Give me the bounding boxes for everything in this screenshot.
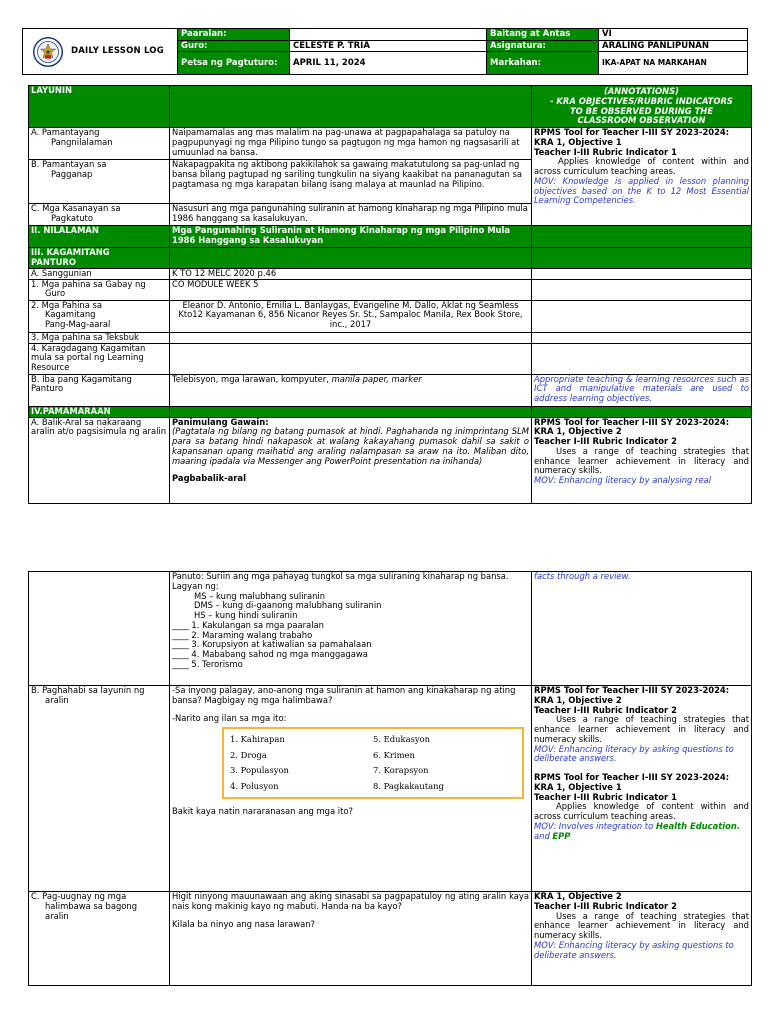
problems-word-box	[222, 727, 524, 799]
panuto-label-blank	[29, 572, 170, 686]
gabay-guro-ann	[532, 279, 752, 300]
rpms-annotation-1: RPMS Tool for Teacher I-III SY 2023-2024: KRA 1, Objective 1 Teacher I-III Rubric Indicator 1 Applies knowledge of content within and across curriculum teaching areas. MOV: Knowledge is applied in lesson planning objectives based on the K to 12 Most Essential Learning Competencies.	[532, 128, 752, 226]
problem-item: 2. Droga	[230, 749, 267, 760]
school-value	[290, 29, 487, 41]
pamantayang-pangnilalaman-label: A. Pamantayang Pangnilalaman	[29, 128, 170, 160]
nilalaman-ann-blank	[532, 226, 752, 248]
pamantayang-pangnilalaman-text: Naipamamalas ang mas malalim na pag-unawa at pagpapahalaga sa patuloy na pagpupunyagi ng mga Pilipino tungo sa pagtugon ng mga hamon ng nagsasarili at umuunlad na bansa.	[170, 128, 532, 160]
pag-uugnay-annotation: KRA 1, Objective 2 Teacher I-III Rubric Indicator 2 Uses a range of teaching strategies that enhance learner achievement in literacy and numeracy skills. MOV: Enhancing literacy by asking questions to deliberate answers.	[532, 892, 752, 986]
problem-item: 6. Krimen	[373, 749, 415, 760]
karagdagang-kagamitan-label: 4. Karagdagang Kagamitan mula sa portal ng Learning Resource	[29, 343, 170, 374]
layunin-heading: LAYUNIN	[29, 86, 170, 128]
grade-label: Baitang at Antas	[487, 29, 599, 41]
document-title: DAILY LESSON LOG	[71, 46, 164, 57]
lesson-table-page-2	[28, 571, 752, 986]
quarter-label: Markahan:	[487, 52, 599, 75]
iba-pang-kagamitan-text: Telebisyon, mga larawan, kompyuter, manila paper, marker	[170, 374, 532, 406]
subject-label: Asignatura:	[487, 40, 599, 52]
teksbuk-text	[170, 332, 532, 343]
panuto-content: Panuto: Suriin ang mga pahayag tungkol sa mga suliraning kinaharap ng bansa. Lagyan ng: MS – kung malubhang suliranin DMS – kung di-gaanong malubhang suliranin HS – kung hindi suliranin ____ 1. Kakulangan sa mga paaralan ____ 2. Maraming walang trabaho ____ 3. Korupsiyon at katiwalian sa pamahalaan ____ 4. Mababang sahod ng mga manggagawa ____ 5. Terorismo	[170, 572, 532, 686]
teksbuk-label: 3. Mga pahina sa Teksbuk	[29, 332, 170, 343]
teacher-label: Guro:	[178, 40, 290, 52]
logo-cell	[23, 29, 178, 75]
pag-uugnay-content: Higit ninyong mauunawaan ang aking sinasabi sa pagpapatuloy ng ating aralin kaya nais kong makinig kayo ng mabuti. Handa na ba kayo? Kilala ba ninyo ang nasa larawan?	[170, 892, 532, 986]
problem-item: 7. Korapsyon	[373, 765, 429, 776]
kagamitang-blank	[170, 248, 532, 269]
panuto-item: ____ 1. Kakulangan sa mga paaralan	[172, 619, 324, 630]
header-table	[22, 28, 748, 75]
gabay-guro-text: CO MODULE WEEK 5	[170, 279, 532, 300]
review-annotation-continued: facts through a review.	[532, 572, 752, 686]
teacher-value: CELESTE P. TRIA	[290, 40, 487, 52]
kasanayan-sa-pagkatuto-label: C. Mga Kasanayan sa Pagkatuto	[29, 204, 170, 226]
paghahabi-label: B. Paghahabi sa layunin ng aralin	[29, 686, 170, 892]
sanggunian-label: A. Sanggunian	[29, 268, 170, 279]
kasanayan-sa-pagkatuto-text: Nasusuri ang mga pangunahing suliranin at hamong kinaharap ng mga Pilipino mula 1986 hanggang sa kasalukuyan.	[170, 204, 532, 226]
sanggunian-ann	[532, 268, 752, 279]
balik-aral-label: A. Balik-Aral sa nakaraang aralin at/o pagsisimula ng aralin	[29, 417, 170, 503]
panuto-item: ____ 3. Korupsiyon at katiwalian sa pamahalaan	[172, 639, 372, 650]
date-label: Petsa ng Pagtuturo:	[178, 52, 290, 75]
teksbuk-ann	[532, 332, 752, 343]
lesson-table-page-1	[28, 85, 752, 504]
quarter-value: IKA-APAT NA MARKAHAN	[599, 52, 748, 75]
problem-item: 5. Edukasyon	[373, 734, 431, 745]
nilalaman-heading: II. NILALAMAN	[29, 226, 170, 248]
balik-aral-annotation: RPMS Tool for Teacher I-III SY 2023-2024: KRA 1, Objective 2 Teacher I-III Rubric Indicator 2 Uses a range of teaching strategies that enhance learner achievement in literacy and numeracy skills. MOV: Enhancing literacy by analysing real	[532, 417, 752, 503]
pamantayan-sa-pagganap-label: B. Pamantayan sa Pagganap	[29, 160, 170, 204]
panuto-item: ____ 5. Terorismo	[172, 658, 243, 669]
balik-aral-content: Panimulang Gawain: (Pagtatala ng bilang ng batang pumasok at hindi. Paghahanda ng inimprintang SLM para sa batang hindi nakapasok at walang kakayahang pumasok dahil sa sakit o kapansanan upang maihatid ang araling nalampasan sa araw na ito. Maliban dito, maaring ipadala via Messenger ang PowerPoint presentation na inihanda) Pagbabalik-aral	[170, 417, 532, 503]
paghahabi-annotation: RPMS Tool for Teacher I-III SY 2023-2024: KRA 1, Objective 2 Teacher I-III Rubric Indicator 2 Uses a range of teaching strategies that enhance learner achievement in literacy and numeracy skills. MOV: Enhancing literacy by asking questions to deliberate answers. RPMS Tool for Teacher I-III SY 2023-2024: KRA 1, Objective 1 Teacher I-III Rubric Indicator 1 Applies knowledge of content within and across curriculum teaching areas. MOV: Involves integration to Health Education. and EPP	[532, 686, 752, 892]
paghahabi-content: -Sa inyong palagay, ano-anong mga suliranin at hamon ang kinakaharap ng ating bansa? Magbigay ng mga halimbawa? -Narito ang ilan sa mga ito: 1. Kahirapan 5. Edukasyon 2. Droga 6. Krimen 3. Populasyon 7. Korapsyon 4. Polusyon 8. Pagkakautang Bakit kaya natin nararanasan ang mga ito?	[170, 686, 532, 892]
panuto-item: ____ 2. Maraming walang trabaho	[172, 629, 313, 640]
date-value: APRIL 11, 2024	[290, 52, 487, 75]
sanggunian-text: K TO 12 MELC 2020 p.46	[170, 268, 532, 279]
panuto-item: ____ 4. Mababang sahod ng mga manggagawa	[172, 649, 368, 659]
pamantayan-sa-pagganap-text: Nakapagpakita ng aktibong pakikilahok sa gawaing makatutulong sa pag-unlad ng bansa bilang pagtupad ng sariling tungkulin na siyang kaakibat na pananagutan sa pagtamasa ng mga karapatan bilang isang malaya at maunlad na Pilipino.	[170, 160, 532, 204]
kagamitang-panturo-heading: III. KAGAMITANG PANTURO	[29, 248, 170, 269]
kagamitang-ann-blank	[532, 248, 752, 269]
iba-pang-kagamitan-label: B. Iba pang Kagamitang Panturo	[29, 374, 170, 406]
iba-pang-kagamitan-ann: Appropriate teaching & learning resources such as ICT and manipulative materials are used to address learning objectives.	[532, 374, 752, 406]
problem-item: 1. Kahirapan	[230, 734, 285, 745]
pamamaraan-heading: IV.PAMAMARAAN	[29, 406, 170, 417]
layunin-blank	[170, 86, 532, 128]
gabay-guro-label: 1. Mga pahina sa Gabay ng Guro	[29, 279, 170, 300]
problem-item: 4. Polusyon	[230, 780, 279, 791]
nilalaman-text: Mga Pangunahing Suliranin at Hamong Kinaharap ng mga Pilipino Mula 1986 Hanggang sa Kasalukuyan	[170, 226, 532, 248]
kagamitang-mag-aaral-label: 2. Mga Pahina sa Kagamitang Pang-Mag-aaral	[29, 300, 170, 332]
annotations-heading: (ANNOTATIONS) - KRA OBJECTIVES/RUBRIC INDICATORS TO BE OBSERVED DURING THE CLASSROOM OBSERVATION	[532, 86, 752, 128]
grade-value: VI	[599, 29, 748, 41]
pamamaraan-ann-blank	[532, 406, 752, 417]
kagamitang-mag-aaral-ann	[532, 300, 752, 332]
problem-item: 3. Populasyon	[230, 765, 289, 776]
pag-uugnay-label: C. Pag-uugnay ng mga halimbawa sa bagong aralin	[29, 892, 170, 986]
school-label: Paaralan:	[178, 29, 290, 41]
pamamaraan-blank	[170, 406, 532, 417]
subject-value: ARALING PANLIPUNAN	[599, 40, 748, 52]
kagamitang-mag-aaral-text: Eleanor D. Antonio, Emilia L. Banlaygas, Evangeline M. Dallo, Aklat ng Seamless Kto12 Kayamanan 6, 856 Nicanor Reyes Sr. St., Sampaloc Manila, Rex Book Store, inc., 2017	[170, 300, 532, 332]
deped-seal-icon	[33, 37, 63, 67]
karagdagang-kagamitan-ann	[532, 343, 752, 374]
problem-item: 8. Pagkakautang	[373, 780, 444, 791]
karagdagang-kagamitan-text	[170, 343, 532, 374]
